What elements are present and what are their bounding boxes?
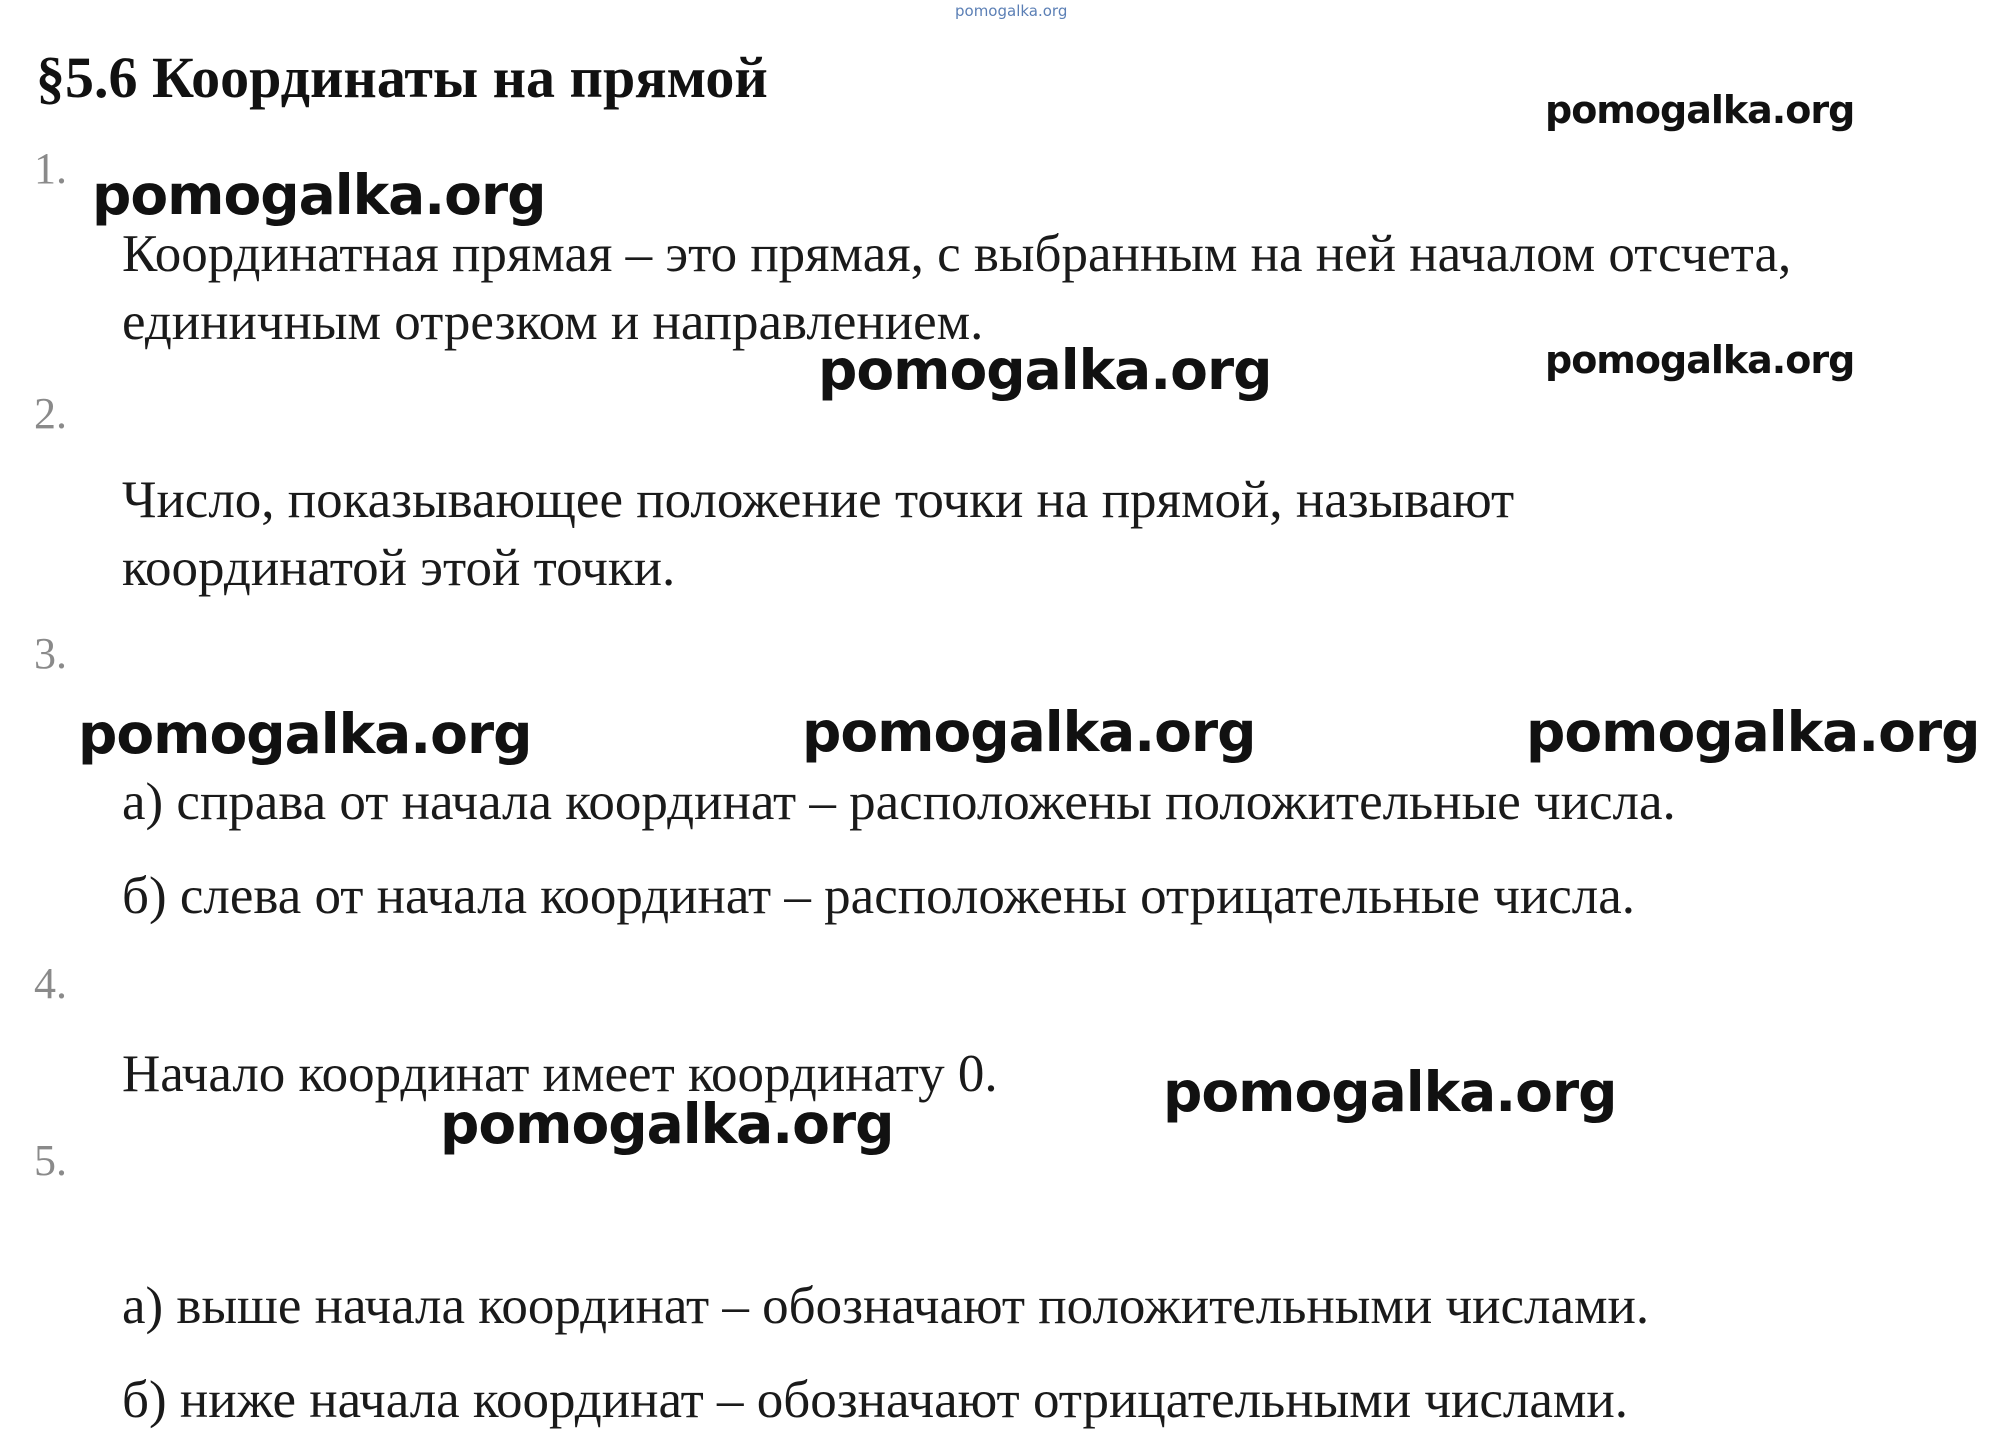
item-2-line-2: координатой этой точки. (122, 539, 676, 597)
item-number: 4. (34, 959, 67, 1008)
item-3-line-2: б) слева от начала координат – расположены отрицательные числа. (122, 867, 1635, 925)
watermark: pomogalka.org (1545, 338, 1855, 382)
item-5-line-1: а) выше начала координат – обозначают положительными числами. (122, 1277, 1650, 1335)
item-3-line-1: а) справа от начала координат – расположены положительные числа. (122, 773, 1676, 831)
watermark: pomogalka.org (1163, 1060, 1617, 1124)
watermark: pomogalka.org (818, 338, 1272, 402)
watermark: pomogalka.org (92, 163, 546, 227)
header-watermark: pomogalka.org (955, 2, 1068, 20)
watermark: pomogalka.org (440, 1092, 894, 1156)
watermark: pomogalka.org (1545, 88, 1855, 132)
item-2-line-1: Число, показывающее положение точки на прямой, называют (122, 471, 1515, 529)
watermark: pomogalka.org (78, 702, 532, 766)
item-number: 3. (34, 629, 67, 678)
watermark: pomogalka.org (802, 700, 1256, 764)
item-number: 1. (34, 144, 67, 193)
page-title: §5.6 Координаты на прямой (36, 45, 768, 110)
item-number: 2. (34, 389, 67, 438)
watermark: pomogalka.org (1526, 700, 1980, 764)
item-number: 5. (34, 1136, 67, 1185)
item-5-line-2: б) ниже начала координат – обозначают отрицательными числами. (122, 1371, 1629, 1429)
item-1-line-2: единичным отрезком и направлением. (122, 293, 984, 351)
item-1-line-1: Координатная прямая – это прямая, с выбранным на ней началом отсчета, (122, 225, 1792, 283)
item-4-line-1: Начало координат имеет координату 0. (122, 1045, 998, 1103)
